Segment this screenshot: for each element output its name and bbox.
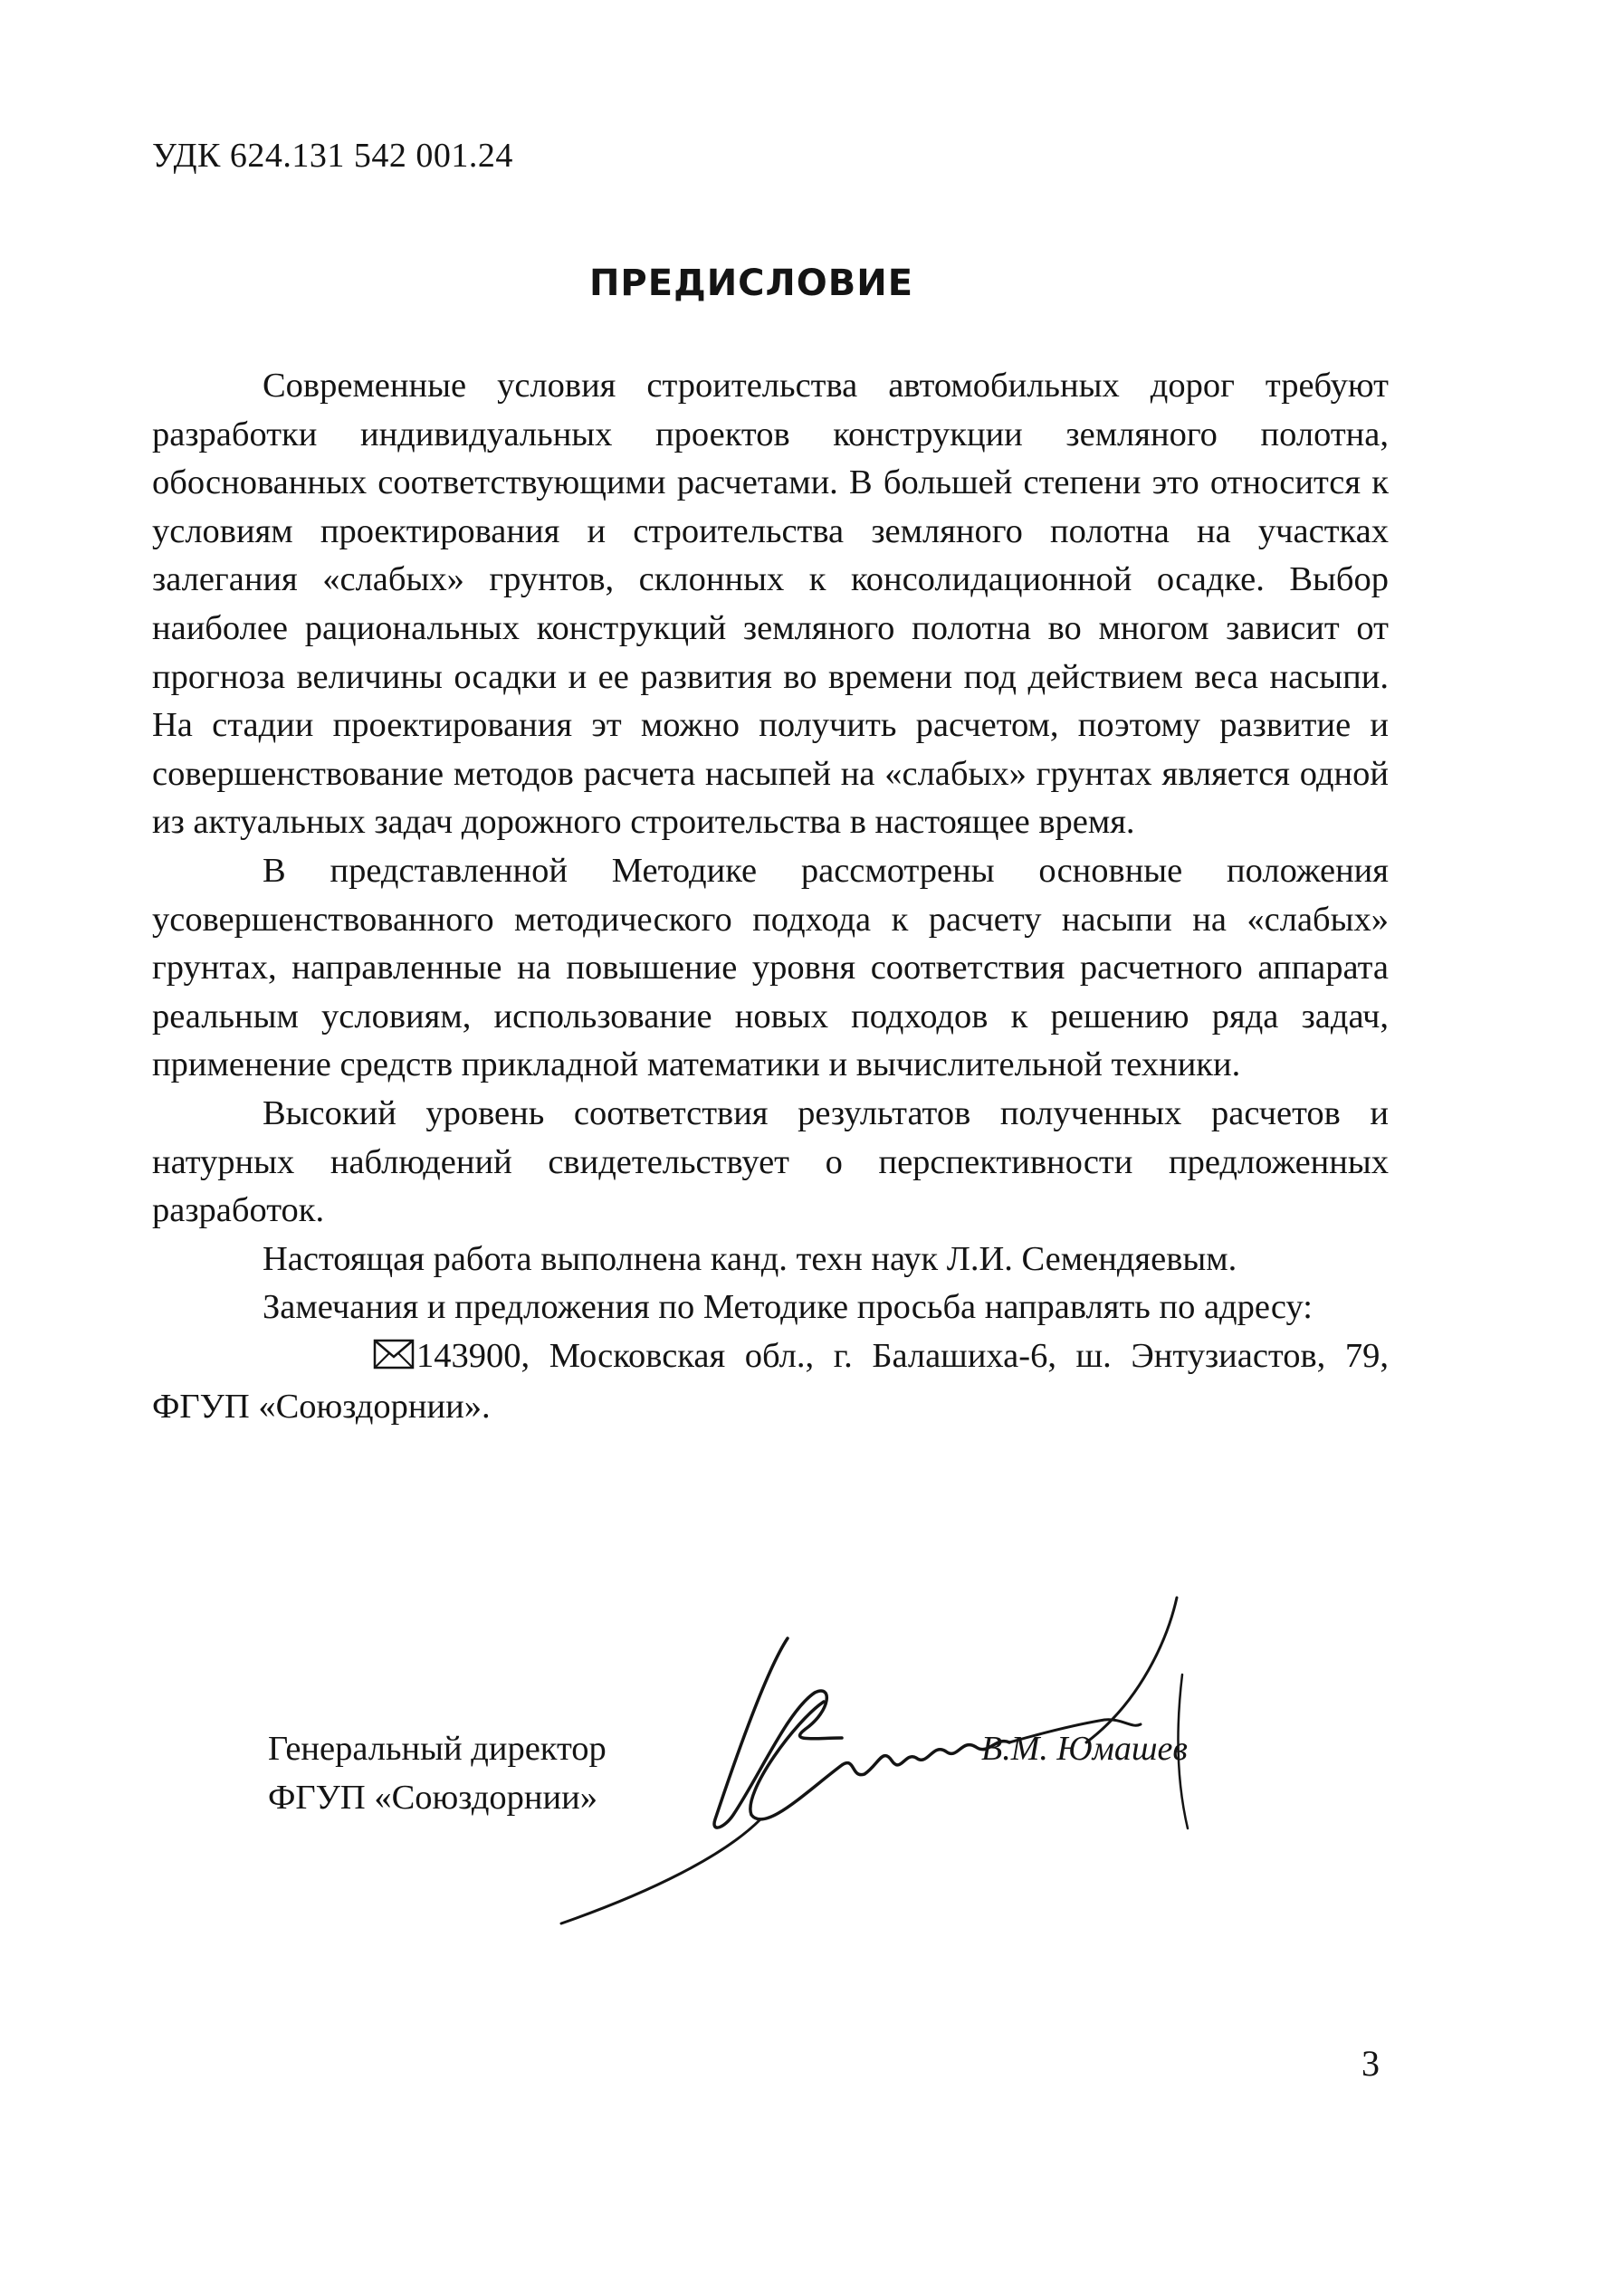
page-title: ПРЕДИСЛОВИЕ xyxy=(588,262,914,304)
signer-name: В.М. Юмашев xyxy=(981,1730,1188,1768)
page-number: 3 xyxy=(1361,2043,1380,2084)
signature-block xyxy=(268,1724,607,1822)
address-text: 143900, Московская обл., г. Балашиха-6, ш. Энтузиастов, 79, ФГУП «Союздорнии». xyxy=(152,1336,1389,1427)
envelope-icon xyxy=(263,1335,415,1384)
paragraph-5: Замечания и предложения по Методике просьба направлять по адресу: xyxy=(263,1288,1313,1327)
paragraph-4: Настоящая работа выполнена канд. техн наук Л.И. Семендяевым. xyxy=(263,1239,1237,1278)
paragraph-1: Современные условия строительства автомобильных дорог требуют разработки индивидуальных проектов конструкции земляного полотна, обоснованных соответствующими расчетами. В большей степени это относится к условиям проектирования и строительства земляного полотна на участках залегания «слабых» грунтов, склонных к консолидационной осадке. Выбор наиболее рациональных конструкций земляного полотна во многом зависит от прогноза величины осадки и ее развития во времени под действием веса насыпи. На стадии проектирования эт можно получить расчетом, поэтому развитие и совершенствование методов расчета насыпей на «слабых» грунтах является одной из актуальных задач дорожного строительства в настоящее время. xyxy=(152,367,1389,842)
paragraph-2: В представленной Методике рассмотрены основные положения усовершенствованного методического подхода к расчету насыпи на «слабых» грунтах, направленные на повышение уровня соответствия расчетного аппарата реальным условиям, использование новых подходов к решению ряда задач, применение средств прикладной математики и вычислительной техники. xyxy=(152,851,1389,1084)
signer-organization: ФГУП «Союздорнии» xyxy=(268,1779,597,1817)
signer-position: Генеральный директор xyxy=(268,1730,607,1768)
udk-code: УДК 624.131 542 001.24 xyxy=(152,137,513,175)
address-paragraph xyxy=(152,1332,1389,1432)
preface-body xyxy=(152,362,1389,1432)
paragraph-3: Высокий уровень соответствия результатов полученных расчетов и натурных наблюдений свидетельствует о перспективности предложенных разработок. xyxy=(152,1093,1389,1230)
